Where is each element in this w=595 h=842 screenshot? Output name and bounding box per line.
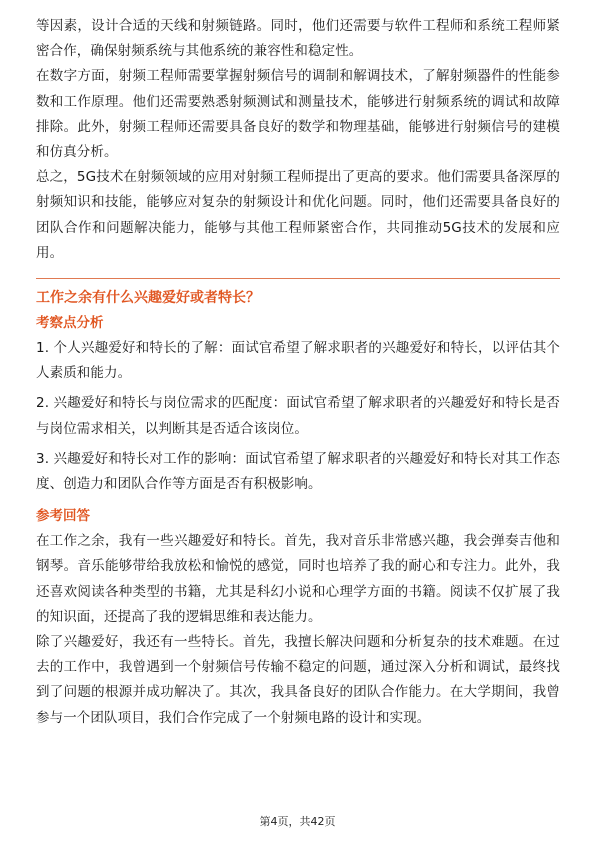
answer-label: 参考回答 xyxy=(36,508,90,525)
analysis-item-3: 3. 兴趣爱好和特长对工作的影响：面试官希望了解求职者的兴趣爱好和特长对其工作态度、创造力和团队合作等方面是否有积极影响。 xyxy=(36,450,560,493)
page-footer: 第4页，共42页 xyxy=(259,815,336,828)
section-divider xyxy=(36,278,560,279)
analysis-item-2: 2. 兴趣爱好和特长与岗位需求的匹配度：面试官希望了解求职者的兴趣爱好和特长是否与岗位需求相关，以判断其是否适合该岗位。 xyxy=(36,395,560,437)
document-page xyxy=(36,14,560,731)
answer-paragraph-2: 除了兴趣爱好，我还有一些特长。首先，我擅长解决问题和分析复杂的技术难题。在过去的工作中，我曾遇到一个射频信号传输不稳定的问题，通过深入分析和调试，最终找到了问题的根源并成功解决了。其次，我具备良好的团队合作能力。在大学期间，我曾参与一个团队项目，我们合作完成了一个射频电路的设计和实现。 xyxy=(36,634,560,726)
intro-paragraph-3: 总之，5G技术在射频领域的应用对射频工程师提出了更高的要求。他们需要具备深厚的射频知识和技能，能够应对复杂的射频设计和优化问题。同时，他们还需要具备良好的团队合作和问题解决能力，能够与其他工程师紧密合作，共同推动5G技术的发展和应用。 xyxy=(36,169,560,261)
question-heading: 工作之余有什么兴趣爱好或者特长？ xyxy=(36,290,260,307)
analysis-label: 考察点分析 xyxy=(36,315,104,332)
answer-paragraph-1: 在工作之余，我有一些兴趣爱好和特长。首先，我对音乐非常感兴趣，我会弹奏吉他和钢琴。音乐能够带给我放松和愉悦的感觉，同时也培养了我的耐心和专注力。此外，我还喜欢阅读各种类型的书籍，尤其是科幻小说和心理学方面的书籍。阅读不仅扩展了我的知识面，还提高了我的逻辑思维和表达能力。 xyxy=(36,533,560,625)
intro-paragraph-1: 等因素，设计合适的天线和射频链路。同时，他们还需要与软件工程师和系统工程师紧密合作，确保射频系统与其他系统的兼容性和稳定性。 xyxy=(36,18,560,60)
analysis-item-1: 1. 个人兴趣爱好和特长的了解：面试官希望了解求职者的兴趣爱好和特长，以评估其个人素质和能力。 xyxy=(36,340,560,382)
intro-paragraph-2: 在数字方面，射频工程师需要掌握射频信号的调制和解调技术，了解射频器件的性能参数和工作原理。他们还需要熟悉射频测试和测量技术，能够进行射频系统的调试和故障排除。此外，射频工程师还需要具备良好的数学和物理基础，能够进行射频信号的建模和仿真分析。 xyxy=(36,68,560,161)
